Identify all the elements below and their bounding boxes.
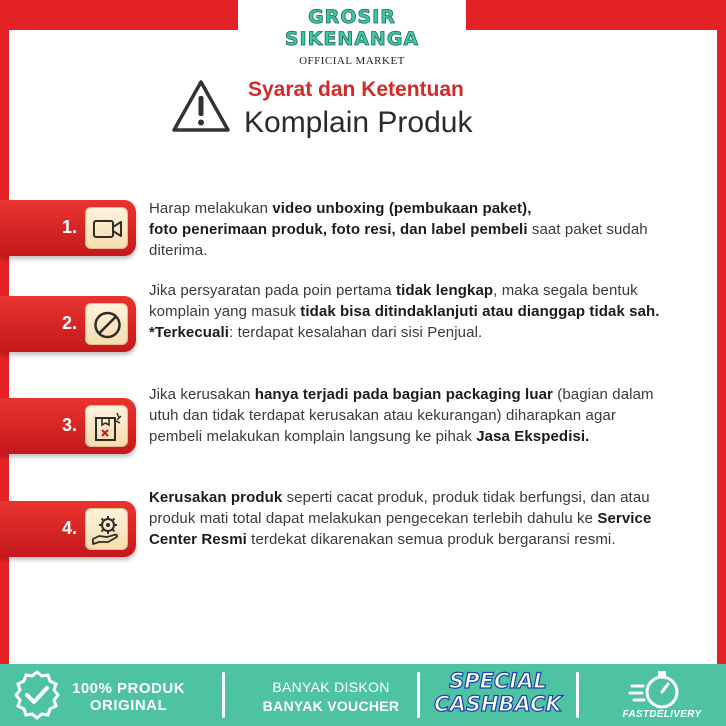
item-number: 1. xyxy=(62,217,78,237)
item-badge xyxy=(0,398,136,454)
special-cashback-label: SPECIAL CASHBACK xyxy=(434,669,562,716)
divider xyxy=(576,672,579,718)
divider xyxy=(222,672,225,718)
service-gear-icon xyxy=(90,513,125,547)
promo-banner xyxy=(0,664,726,726)
fast-delivery-label: FASTDELIVERY xyxy=(622,709,702,720)
store-header xyxy=(238,0,466,67)
item-badge xyxy=(0,296,136,352)
item-number: 4. xyxy=(62,518,78,538)
page-title-line-1: Syarat dan Ketentuan xyxy=(248,78,464,101)
divider xyxy=(417,672,420,718)
discount-label: BANYAK DISKON BANYAK VOUCHER xyxy=(262,679,400,714)
store-name: GROSIR SIKENANGA xyxy=(284,6,420,50)
item-number: 2. xyxy=(62,313,78,333)
warning-icon xyxy=(170,78,232,134)
item-text: Jika kerusakan hanya terjadi pada bagian packaging luar (bagian dalam utuh dan tidak terdapat kerusakan atau kekurangan) diharapkan agar pembeli melakukan komplain langsung ke pihak Jasa Ekspedisi. xyxy=(149,386,654,445)
item-text: Jika persyaratan pada poin pertama tidak lengkap, maka segala bentuk komplain yang masuk tidak bisa ditindaklanjuti atau dianggap tidak sah. *Terkecuali: terdapat kesalahan dari sisi Penjual. xyxy=(149,282,660,341)
top-red-band-right xyxy=(466,0,726,30)
item-badge xyxy=(0,200,136,256)
item-text: Harap melakukan video unboxing (pembukaan paket), foto penerimaan produk, foto resi, dan label pembeli saat paket sudah diterima. xyxy=(149,200,648,259)
stopwatch-icon xyxy=(628,666,688,710)
store-subtitle: OFFICIAL MARKET xyxy=(299,55,405,67)
item-badge xyxy=(0,501,136,557)
top-red-band-left xyxy=(0,0,238,30)
video-camera-icon xyxy=(90,212,125,246)
verified-seal-icon xyxy=(12,670,62,720)
item-text: Kerusakan produk seperti cacat produk, produk tidak berfungsi, dan atau produk mati total dapat melakukan pengecekan terlebih dahulu ke Service Center Resmi terdekat dikarenakan semua produk bergaransi resmi. xyxy=(149,489,652,548)
item-number: 3. xyxy=(62,415,78,435)
page-title-line-2: Komplain Produk xyxy=(244,106,473,139)
prohibited-icon xyxy=(90,308,125,342)
damaged-box-icon xyxy=(90,410,125,444)
original-product-label: 100% PRODUK ORIGINAL xyxy=(72,680,186,714)
